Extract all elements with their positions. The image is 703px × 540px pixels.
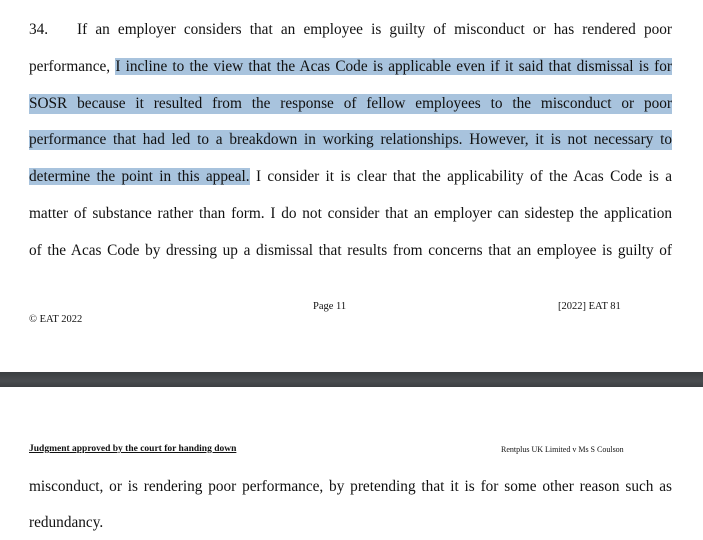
text-segment: performance, <box>29 58 116 75</box>
highlighted-text[interactable]: determine the point in this appeal. <box>29 168 250 185</box>
text-line-8 <box>29 477 672 497</box>
judgment-header: Judgment approved by the court for handing down <box>29 444 237 454</box>
text-segment: I consider it is clear that the applicability of the Acas Code is a <box>249 168 672 185</box>
text-line-4 <box>29 130 672 150</box>
highlighted-text[interactable]: I incline to the view that the Acas Code is applicable even if it said that dismissal is for <box>115 58 672 75</box>
copyright: © EAT 2022 <box>29 314 83 325</box>
page-12 <box>0 387 703 540</box>
text-line-6 <box>29 204 672 224</box>
text-segment: If an employer considers that an employee is guilty of misconduct or has rendered poor <box>77 21 672 38</box>
case-name: Rentplus UK Limited v Ms S Coulson <box>501 445 624 454</box>
text-line-9 <box>29 513 672 533</box>
text-line-7 <box>29 241 672 261</box>
text-segment: matter of substance rather than form. I do not consider that an employer can sidestep the application <box>29 205 672 222</box>
text-line-3 <box>29 94 672 114</box>
citation: [2022] EAT 81 <box>558 301 621 312</box>
text-segment: redundancy. <box>29 514 104 531</box>
text-segment: misconduct, or is rendering poor performance, by pretending that it is for some other reason such as <box>29 478 672 495</box>
highlighted-text[interactable]: SOSR because it resulted from the response of fellow employees to the misconduct or poor <box>29 95 672 112</box>
text-line-2 <box>29 57 672 77</box>
paragraph-number: 34. <box>29 21 49 38</box>
highlighted-text[interactable]: performance that had led to a breakdown in working relationships. However, it is not necessary to <box>29 131 672 148</box>
page-separator <box>0 372 703 387</box>
text-line-5 <box>29 167 672 187</box>
text-line-1 <box>29 20 672 40</box>
page-number: Page 11 <box>313 301 347 312</box>
text-segment: of the Acas Code by dressing up a dismissal that results from concerns that an employee is guilty of <box>29 242 672 259</box>
